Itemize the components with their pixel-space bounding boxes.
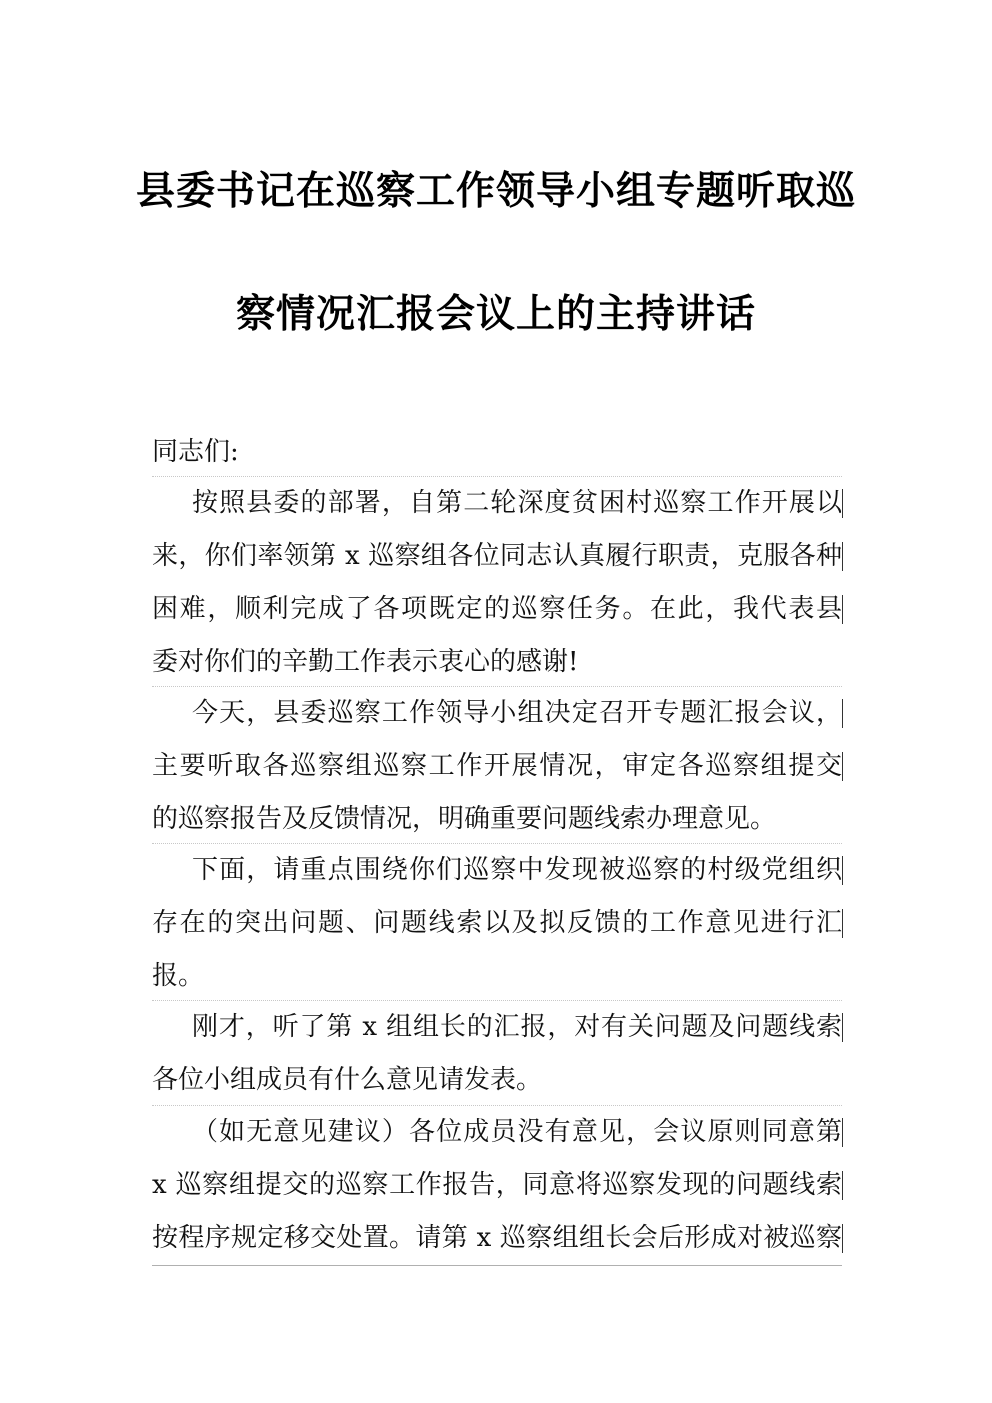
margin-bar bbox=[842, 1171, 843, 1200]
line-text: 各位小组成员有什么意见请发表。 bbox=[152, 1065, 543, 1095]
margin-bar bbox=[842, 542, 843, 571]
line-text: 委对你们的辛勤工作表示衷心的感谢! bbox=[152, 647, 579, 677]
margin-bar bbox=[842, 1013, 843, 1042]
line-text: 主要听取各巡察组巡察工作开展情况，审定各巡察组提交 bbox=[152, 751, 842, 781]
paragraph-line bbox=[152, 687, 842, 740]
line-text: 按照县委的部署，自第二轮深度贫困村巡察工作开展以 bbox=[192, 488, 842, 518]
line-text: 来，你们率领第 x 巡察组各位同志认真履行职责，克服各种 bbox=[152, 541, 842, 571]
margin-bar bbox=[842, 489, 843, 518]
margin-bar bbox=[842, 909, 843, 938]
paragraph-line bbox=[152, 636, 842, 689]
paragraph-4 bbox=[152, 1000, 842, 1107]
margin-bar bbox=[842, 699, 843, 728]
paragraph-line bbox=[152, 793, 842, 846]
paragraph-line bbox=[152, 844, 842, 897]
line-text: x 巡察组提交的巡察工作报告，同意将巡察发现的问题线索 bbox=[152, 1170, 842, 1200]
line-text: 困难，顺利完成了各项既定的巡察任务。在此，我代表县 bbox=[152, 594, 842, 624]
paragraph-line bbox=[152, 583, 842, 636]
paragraph-line bbox=[152, 740, 842, 793]
greeting: 同志们: bbox=[152, 437, 239, 467]
paragraph-line bbox=[152, 477, 842, 530]
paragraph-line bbox=[152, 950, 842, 1003]
paragraph-3 bbox=[152, 843, 842, 1003]
margin-bar bbox=[842, 752, 843, 781]
paragraph-line bbox=[152, 1054, 842, 1107]
paragraph-line bbox=[152, 530, 842, 583]
line-text: 刚才，听了第 x 组组长的汇报，对有关问题及问题线索 bbox=[192, 1012, 842, 1042]
paragraph-line bbox=[152, 1001, 842, 1054]
paragraph-2 bbox=[152, 686, 842, 846]
margin-bar bbox=[842, 595, 843, 624]
document-title-line-2: 察情况汇报会议上的主持讲话 bbox=[235, 291, 756, 337]
paragraph-line bbox=[152, 1106, 842, 1159]
paragraph-line bbox=[152, 1212, 842, 1265]
line-text: （如无意见建议）各位成员没有意见，会议原则同意第 bbox=[192, 1117, 842, 1147]
line-text: 下面，请重点围绕你们巡察中发现被巡察的村级党组织 bbox=[192, 855, 842, 885]
document-title-line-1: 县委书记在巡察工作领导小组专题听取巡 bbox=[135, 168, 856, 214]
paragraph-1 bbox=[152, 476, 842, 689]
margin-bar bbox=[842, 1224, 843, 1253]
line-text: 的巡察报告及反馈情况，明确重要问题线索办理意见。 bbox=[152, 804, 777, 834]
paragraph-line bbox=[152, 897, 842, 950]
line-text: 存在的突出问题、问题线索以及拟反馈的工作意见进行汇 bbox=[152, 908, 842, 938]
paragraph-5 bbox=[152, 1105, 842, 1266]
margin-bar bbox=[842, 1118, 843, 1147]
paragraph-line bbox=[152, 1159, 842, 1212]
line-text: 按程序规定移交处置。请第 x 巡察组组长会后形成对被巡察 bbox=[152, 1223, 842, 1253]
line-text: 今天，县委巡察工作领导小组决定召开专题汇报会议， bbox=[192, 698, 842, 728]
line-text: 报。 bbox=[152, 961, 205, 991]
margin-bar bbox=[842, 856, 843, 885]
